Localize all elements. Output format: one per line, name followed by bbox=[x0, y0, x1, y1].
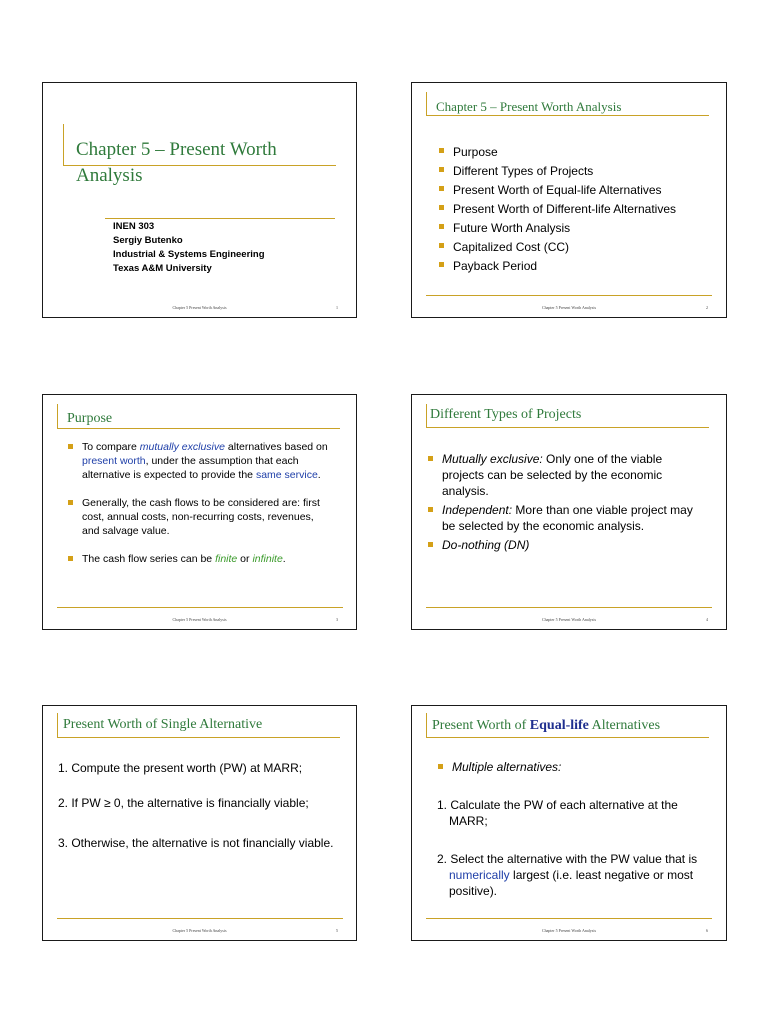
bullet-icon bbox=[68, 500, 73, 505]
alternatives-list bbox=[438, 759, 561, 775]
bullet-icon bbox=[428, 456, 433, 461]
list-item: Future Worth Analysis bbox=[439, 219, 676, 238]
slide-footer: Chapter 5 Present Worth Analysis bbox=[172, 617, 227, 622]
list-item: To compare mutually exclusive alternatives based on present worth, under the assumption that each alternative is expected to provide the same service. bbox=[68, 440, 328, 482]
bullet-icon bbox=[439, 262, 444, 267]
list-item: Present Worth of Different-life Alternatives bbox=[439, 200, 676, 219]
course-info bbox=[113, 220, 265, 276]
course-code: INEN 303 bbox=[113, 221, 155, 232]
author-name: Sergiy Butenko bbox=[113, 235, 183, 246]
list-item: Different Types of Projects bbox=[439, 162, 676, 181]
bullet-icon bbox=[428, 507, 433, 512]
step-1: 1. Compute the present worth (PW) at MARR; bbox=[58, 761, 303, 775]
bullet-icon bbox=[428, 542, 433, 547]
footer-rule bbox=[426, 607, 712, 608]
list-item: Purpose bbox=[439, 143, 676, 162]
step-1: 1. Calculate the PW of each alternative at the MARR; bbox=[437, 798, 678, 828]
step-2: 2. Select the alternative with the PW value that is numerically largest (i.e. least negative or most positive). bbox=[437, 852, 698, 898]
slide-footer: Chapter 5 Present Worth Analysis bbox=[541, 305, 597, 310]
footer-rule bbox=[57, 607, 343, 608]
slide-5 bbox=[42, 705, 357, 941]
list-item: The cash flow series can be finite or infinite. bbox=[68, 552, 328, 566]
bullet-icon bbox=[439, 224, 444, 229]
slide-1 bbox=[42, 82, 357, 318]
slide-2 bbox=[411, 82, 727, 318]
page-number: 2 bbox=[706, 305, 708, 310]
slide-1-title bbox=[76, 137, 277, 189]
slide-5-title: Present Worth of Single Alternative bbox=[63, 717, 263, 732]
bullet-icon bbox=[439, 205, 444, 210]
footer-rule bbox=[426, 918, 712, 919]
footer-rule bbox=[57, 918, 343, 919]
slide-6-title: Present Worth of Equal-life Alternatives bbox=[432, 718, 661, 733]
page-number: 4 bbox=[706, 617, 708, 622]
department: Industrial & Systems Engineering bbox=[113, 249, 265, 260]
topic-list bbox=[439, 143, 676, 276]
page-number: 5 bbox=[336, 928, 338, 933]
bullet-icon bbox=[438, 764, 443, 769]
slide-3-title: Purpose bbox=[67, 411, 113, 426]
list-item: Capitalized Cost (CC) bbox=[439, 238, 676, 257]
list-item: Mutually exclusive: Only one of the viable projects can be selected by the economic analysis. bbox=[428, 451, 698, 499]
bullet-icon bbox=[439, 186, 444, 191]
list-item: Multiple alternatives: bbox=[438, 759, 561, 775]
list-item: Payback Period bbox=[439, 257, 676, 276]
bullet-icon bbox=[68, 556, 73, 561]
list-item: Do-nothing (DN) bbox=[428, 537, 698, 553]
slide-1-title-line2: Analysis bbox=[76, 165, 143, 186]
university: Texas A&M University bbox=[113, 263, 212, 274]
list-item: Generally, the cash flows to be considered are: first cost, annual costs, non-recurring costs, revenues, and salvage value. bbox=[68, 496, 328, 538]
slide-footer: Chapter 5 Present Worth Analysis bbox=[541, 617, 597, 622]
slide-4-title: Different Types of Projects bbox=[430, 407, 582, 422]
list-item: Present Worth of Equal-life Alternatives bbox=[439, 181, 676, 200]
step-2: 2. If PW ≥ 0, the alternative is financially viable; bbox=[58, 796, 309, 810]
page-number: 3 bbox=[336, 617, 338, 622]
slide-footer: Chapter 5 Present Worth Analysis bbox=[541, 928, 597, 933]
step-3: 3. Otherwise, the alternative is not financially viable. bbox=[58, 836, 334, 850]
bullet-icon bbox=[439, 243, 444, 248]
purpose-list bbox=[68, 440, 328, 566]
page-number: 1 bbox=[336, 305, 338, 310]
page-number: 6 bbox=[706, 928, 708, 933]
footer-rule bbox=[426, 295, 712, 296]
title-underline bbox=[105, 218, 335, 219]
slide-footer: Chapter 5 Present Worth Analysis bbox=[172, 928, 227, 933]
list-item: Independent: More than one viable project may be selected by the economic analysis. bbox=[428, 502, 698, 534]
slide-6 bbox=[411, 705, 727, 941]
bullet-icon bbox=[439, 167, 444, 172]
bullet-icon bbox=[68, 444, 73, 449]
slide-2-title: Chapter 5 – Present Worth Analysis bbox=[436, 99, 622, 114]
slide-3 bbox=[42, 394, 357, 630]
slide-1-title-line1: Chapter 5 – Present Worth bbox=[76, 139, 277, 160]
slide-4 bbox=[411, 394, 727, 630]
project-types-list bbox=[428, 451, 698, 553]
bullet-icon bbox=[439, 148, 444, 153]
slide-footer: Chapter 5 Present Worth Analysis bbox=[172, 305, 227, 310]
